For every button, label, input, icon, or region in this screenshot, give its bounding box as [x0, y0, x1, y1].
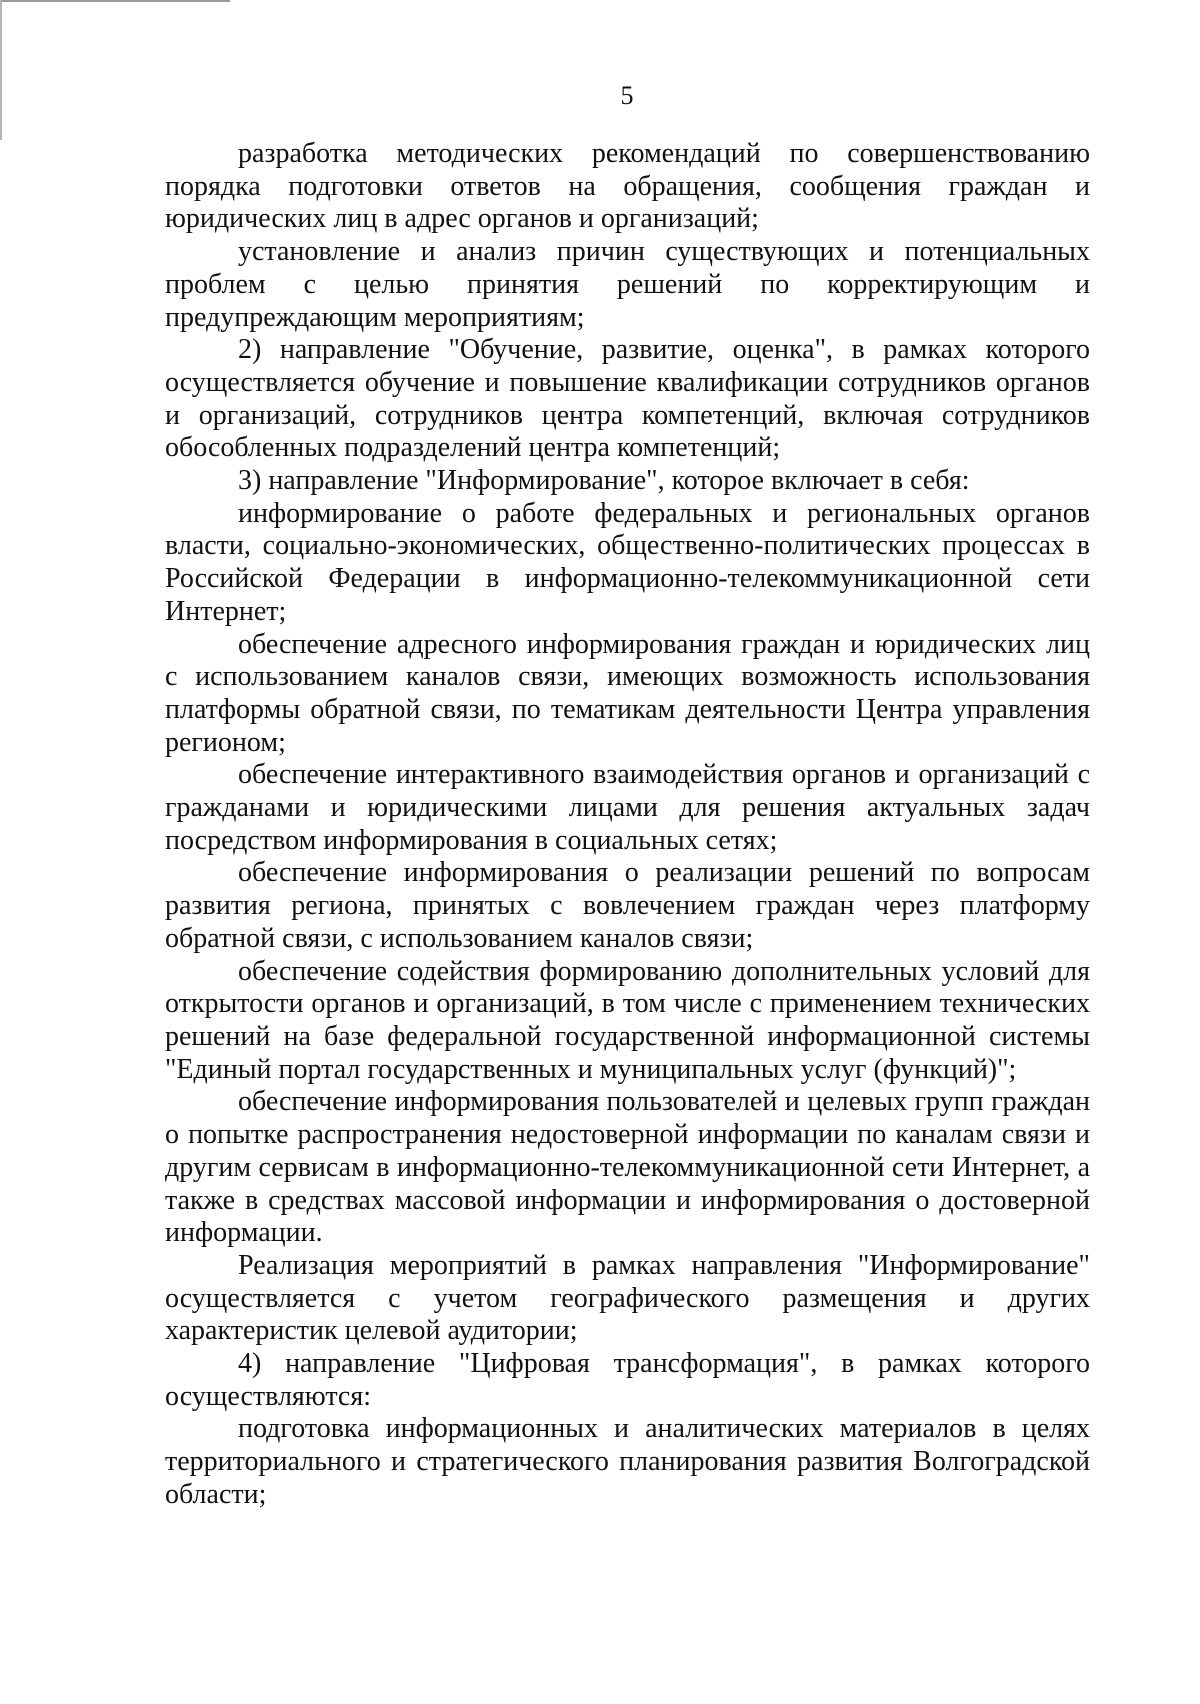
page-number: 5: [620, 81, 634, 110]
scan-edge-top: [0, 0, 230, 2]
paragraph-3: 2) направление "Обучение, развитие, оценка", в рамках которого осуществляется обучение и повышение квалификации сотрудников органов и организаций, сотрудников центра компетенций, включая сотрудников обособленных подразделений центра компетенций;: [165, 334, 1090, 464]
paragraph-4: 3) направление "Информирование", которое включает в себя:: [238, 465, 970, 497]
paragraph-7: обеспечение интерактивного взаимодействия органов и организаций с гражданами и юридическими лицами для решения актуальных задач посредством информирования в социальных сетях;: [165, 759, 1090, 856]
paragraph-10: обеспечение информирования пользователей и целевых групп граждан о попытке распространения недостоверной информации по каналам связи и другим сервисам в информационно-телекоммуникационной сети Интернет, а также в средствах массовой информации и информирования о достоверной информации.: [165, 1086, 1090, 1249]
paragraph-12: 4) направление "Цифровая трансформация", в рамках которого осуществляются:: [165, 1348, 1090, 1412]
paragraph-6: обеспечение адресного информирования граждан и юридических лиц с использованием каналов связи, имеющих возможность использования платформы обратной связи, по тематикам деятельности Центра управления регионом;: [165, 628, 1090, 758]
paragraph-13: подготовка информационных и аналитических материалов в целях территориального и стратегического планирования развития Волгоградской области;: [165, 1413, 1090, 1510]
paragraph-2: установление и анализ причин существующих и потенциальных проблем с целью принятия решений по корректирующим и предупреждающим мероприятиям;: [165, 236, 1090, 333]
scan-edge-left: [0, 0, 2, 140]
paragraph-11: Реализация мероприятий в рамках направления "Информирование" осуществляется с учетом географического размещения и других характеристик целевой аудитории;: [165, 1249, 1090, 1347]
paragraph-5: информирование о работе федеральных и региональных органов власти, социально-экономических, общественно-политических процессах в Российской Федерации в информационно-телекоммуникационной сети Интернет;: [165, 497, 1090, 627]
document-body: [165, 138, 1090, 1512]
paragraph-1: разработка методических рекомендаций по совершенствованию порядка подготовки ответов на обращения, сообщения граждан и юридических лиц в адрес органов и организаций;: [165, 138, 1090, 235]
paragraph-8: обеспечение информирования о реализации решений по вопросам развития региона, принятых с вовлечением граждан через платформу обратной связи, с использованием каналов связи;: [165, 857, 1090, 954]
paragraph-9: обеспечение содействия формированию дополнительных условий для открытости органов и организаций, в том числе с применением технических решений на базе федеральной государственной информационной системы "Единый портал государственных и муниципальных услуг (функций)";: [165, 955, 1090, 1085]
